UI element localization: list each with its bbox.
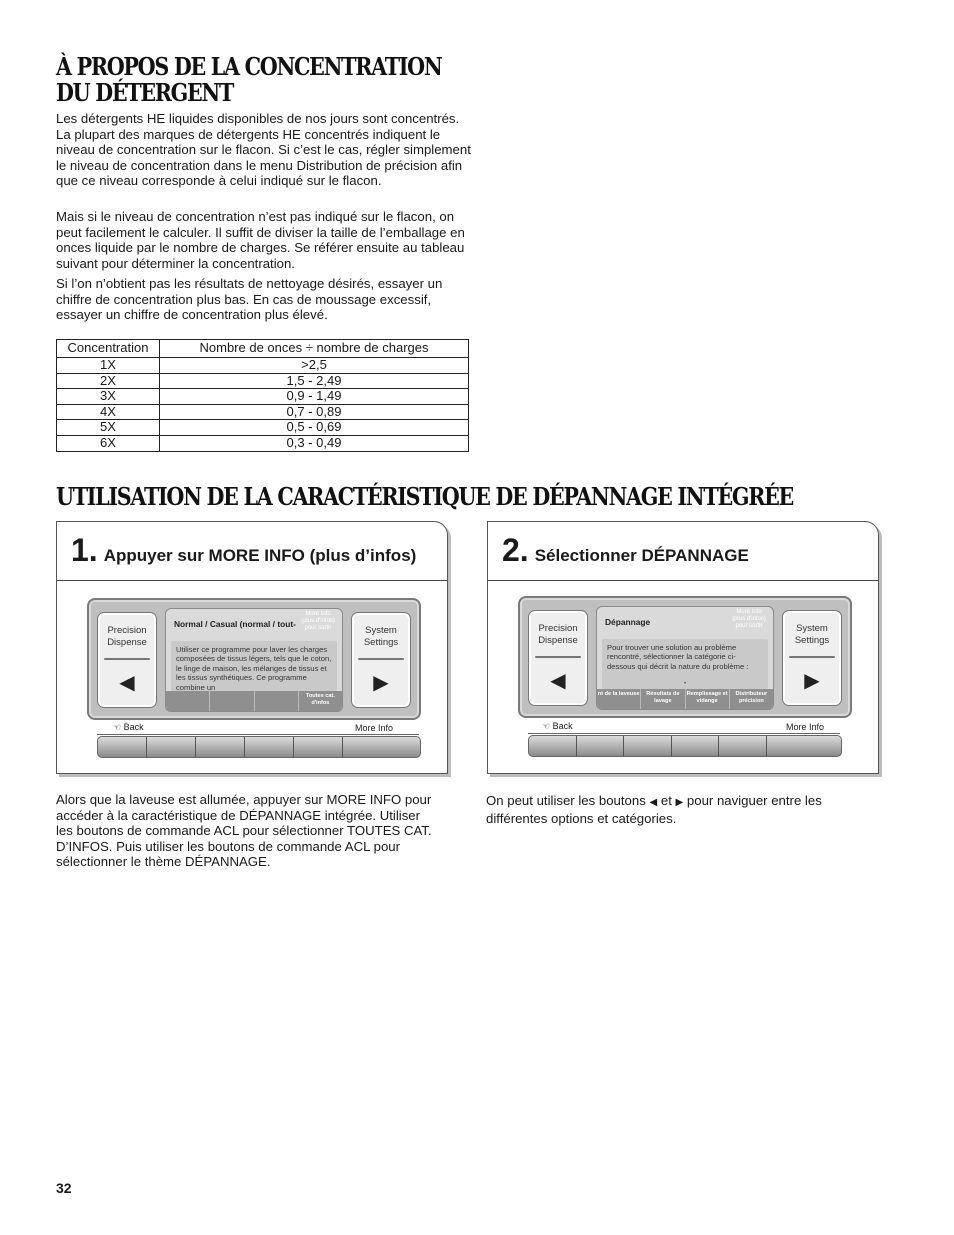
table-cell: 0,9 - 1,49 <box>160 389 469 405</box>
back-text: Back <box>552 721 573 731</box>
system-settings-button[interactable] <box>351 612 411 708</box>
page-number: 32 <box>56 1180 72 1196</box>
paragraph-3: Si l’on n’obtient pas les résultats de nettoyage désirés, essayer un chiffre de concentration plus bas. En cas de moussage excessif, essayer un chiffre de concentration plus élevé. <box>56 276 443 323</box>
table-header-row <box>57 340 469 358</box>
step-2-caption <box>486 793 846 826</box>
button-divider <box>789 656 835 658</box>
step-label: Appuyer sur MORE INFO (plus d’infos) <box>103 546 417 565</box>
button-label: Precision Dispense <box>107 625 147 648</box>
screen-more-info: More Info (plus d'infos) pour sortir <box>732 609 766 629</box>
concentration-table <box>56 339 469 452</box>
table-cell: 0,7 - 0,89 <box>160 404 469 420</box>
label-divider <box>528 733 840 734</box>
caption-text: pour naviguer entre les différentes options et catégories. <box>486 793 822 826</box>
back-hand-icon: ☜ <box>113 722 122 732</box>
table-cell: 3X <box>57 389 160 405</box>
screen-tab-bar <box>597 689 773 709</box>
step-1-caption: Alors que la laveuse est allumée, appuyer sur MORE INFO pour accéder à la caractéristique de DÉPANNAGE intégrée. Utiliser les boutons de commande ACL pour sélectionner TOUTES CAT. D’INFOS. Puis utiliser les boutons de commande ACL pour sélectionner le thème DÉPANNAGE. <box>56 792 432 870</box>
table-row <box>57 420 469 436</box>
paragraph-1: Les détergents HE liquides disponibles de nos jours sont concentrés. La plupart des marques de détergents HE concentrés indiquent le niveau de concentration sur le flacon. Si c’est le cas, régler simplement le niveau de concentration dans le menu Distribution de précision afin que ce niveau corresponde à celui indiqué sur le flacon. <box>56 111 471 189</box>
table-cell: 6X <box>57 435 160 451</box>
table-cell: 2X <box>57 373 160 389</box>
screen-tab[interactable] <box>209 691 253 711</box>
button-label: System Settings <box>794 623 830 646</box>
table-header: Concentration <box>57 340 160 358</box>
step-label: Sélectionner DÉPANNAGE <box>534 546 749 565</box>
control-panel <box>518 596 852 718</box>
table-cell: 0,5 - 0,69 <box>160 420 469 436</box>
screen-title: Dépannage <box>605 617 651 627</box>
title-line-1: À PROPOS DE LA CONCENTRATION <box>56 52 442 81</box>
screen-more-info: More Info (plus d'infos) pour sortir <box>301 611 335 631</box>
screen-tab[interactable] <box>166 691 209 711</box>
acl-more-info-button[interactable] <box>342 737 420 757</box>
table-cell: 4X <box>57 404 160 420</box>
right-arrow-icon: ▶ <box>804 670 820 692</box>
left-arrow-icon: ◀ <box>119 672 135 694</box>
caption-text: On peut utiliser les boutons <box>486 793 646 808</box>
screen-tab-fill-drain[interactable]: Remplissage et vidange <box>685 689 729 709</box>
table-cell: 1,5 - 2,49 <box>160 373 469 389</box>
acl-button[interactable] <box>293 737 342 757</box>
precision-dispense-button[interactable] <box>528 610 588 706</box>
acl-button[interactable] <box>671 736 719 756</box>
back-label <box>542 721 573 732</box>
back-label <box>113 722 144 733</box>
acl-button[interactable] <box>244 737 293 757</box>
table-cell: 1X <box>57 358 160 374</box>
step-1-card <box>56 521 448 774</box>
acl-button[interactable] <box>718 736 766 756</box>
paragraph-2: Mais si le niveau de concentration n’est pas indiqué sur le flacon, on peut facilement le calculer. Il suffit de diviser la taille de l’emballage en onces liquide par le nombre de charges. Se référer ensuite au tableau suivant pour déterminer la concentration. <box>56 209 465 271</box>
table-header: Nombre de onces ÷ nombre de charges <box>160 340 469 358</box>
acl-back-button[interactable] <box>529 736 576 756</box>
divider <box>488 580 878 581</box>
acl-button[interactable] <box>146 737 195 757</box>
acl-button[interactable] <box>195 737 244 757</box>
button-divider <box>104 658 150 660</box>
screen-body: Pour trouver une solution au problème rencontré, sélectionner la catégorie ci-dessous qui décrit la nature du problème : <box>602 639 768 689</box>
acl-button[interactable] <box>576 736 624 756</box>
acl-button-row <box>528 735 842 757</box>
left-arrow-icon: ◀ <box>550 670 566 692</box>
page-dots: • <box>683 681 687 687</box>
screen-tab[interactable] <box>254 691 298 711</box>
precision-dispense-button[interactable] <box>97 612 157 708</box>
back-text: Back <box>123 722 144 732</box>
button-label: System Settings <box>363 625 399 648</box>
table-row <box>57 373 469 389</box>
button-divider <box>535 656 581 658</box>
table-cell: >2,5 <box>160 358 469 374</box>
screen-tab-washer[interactable]: nt de la laveuse <box>597 691 640 697</box>
button-label: Precision Dispense <box>538 623 578 646</box>
more-info-label: More Info <box>786 722 825 732</box>
acl-back-button[interactable] <box>98 737 146 757</box>
right-arrow-icon: ▶ <box>675 797 684 808</box>
acl-more-info-button[interactable] <box>766 736 841 756</box>
screen-tab-wash-results[interactable]: Résultats de lavage <box>640 689 684 709</box>
section-title-troubleshooting: UTILISATION DE LA CARACTÉRISTIQUE DE DÉPANNAGE INTÉGRÉE <box>56 482 793 511</box>
screen-tab-all-categories[interactable]: Toutes cat. d'infos <box>298 691 342 711</box>
acl-button[interactable] <box>623 736 671 756</box>
screen-body: Utiliser ce programme pour laver les charges composées de tissus légers, tels que le coton, le linge de maison, les mélanges de tissus et les tissus synthétiques. Ce programme combine un <box>171 641 337 691</box>
section-title-detergent <box>56 54 441 106</box>
right-arrow-icon: ▶ <box>373 672 389 694</box>
title-line-2: DU DÉTERGENT <box>56 78 234 107</box>
button-divider <box>358 658 404 660</box>
acl-button-row <box>97 736 421 758</box>
table-row <box>57 404 469 420</box>
control-panel <box>87 598 421 720</box>
step-number: 2. <box>502 532 529 568</box>
step-1-header <box>71 532 416 569</box>
lcd-screen <box>165 608 343 712</box>
step-2-card <box>487 521 879 774</box>
screen-tab-dispenser[interactable]: Distributeur précision <box>729 689 773 709</box>
step-2-header <box>502 532 749 569</box>
system-settings-button[interactable] <box>782 610 842 706</box>
label-divider <box>97 734 419 735</box>
screen-tab-bar <box>166 691 342 711</box>
table-row <box>57 435 469 451</box>
table-row <box>57 358 469 374</box>
table-cell: 0,3 - 0,49 <box>160 435 469 451</box>
more-info-label: More Info <box>355 723 394 733</box>
left-arrow-icon: ◀ <box>649 797 658 808</box>
step-number: 1. <box>71 532 98 568</box>
divider <box>57 580 447 581</box>
screen-title: Normal / Casual (normal / tout- <box>174 619 296 629</box>
lcd-screen <box>596 606 774 710</box>
table-row <box>57 389 469 405</box>
back-hand-icon: ☜ <box>542 721 551 731</box>
table-cell: 5X <box>57 420 160 436</box>
caption-text: et <box>660 793 672 808</box>
